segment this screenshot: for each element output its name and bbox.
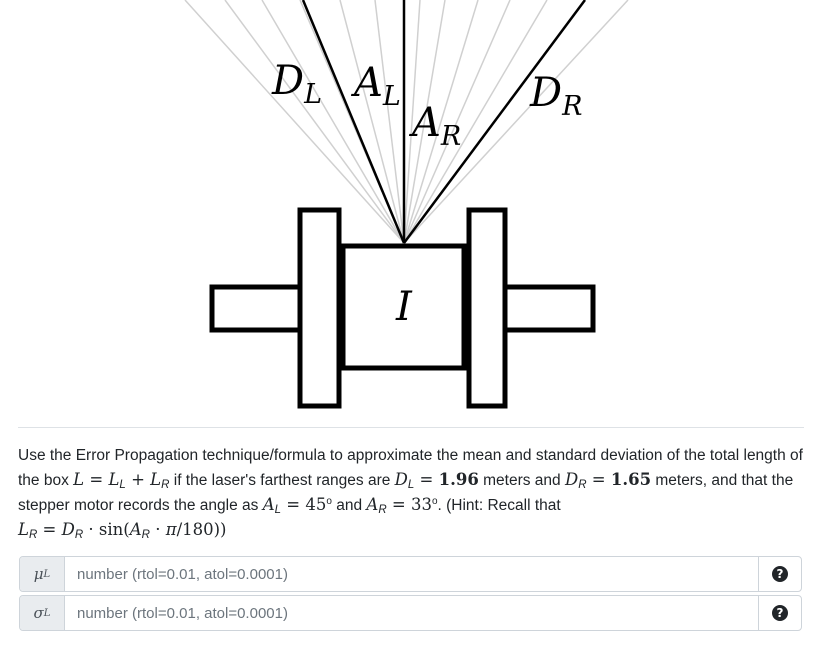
mean-label: μ L — [20, 557, 65, 591]
right-stub — [505, 287, 593, 330]
answer-row-mean — [19, 556, 802, 592]
std-help-button[interactable] — [758, 596, 801, 630]
mean-input[interactable] — [65, 557, 758, 591]
mean-help-button[interactable] — [758, 557, 801, 591]
question-circle-icon: ? — [772, 605, 788, 621]
left-stub — [212, 287, 300, 330]
question-circle-icon: ? — [772, 566, 788, 582]
std-label: σ L — [20, 596, 65, 630]
label-AR: $A_R$ — [412, 100, 462, 152]
divider — [18, 427, 804, 428]
label-DL: $D_L$ — [272, 58, 323, 110]
label-AL: $A_L$ — [354, 60, 401, 112]
label-DR: $D_R$ — [530, 70, 583, 122]
right-wheel — [469, 210, 505, 406]
left-wheel — [300, 210, 339, 406]
answer-row-std — [19, 595, 802, 631]
label-center: I — [396, 284, 412, 330]
question-text: Use the Error Propagation technique/formula to approximate the mean and standard deviation of the total length of the box $L = L_L + L_R$ if the laser's farthest ranges are $D_L = 1.96$ meters and $D_R = 1.65$ meters, and that the stepper motor records the angle as $A_L = 45^o$ and $A_R = 33^o$. (Hint: Recall that $L_R = D_R \cdot \sin(A_R \cdot \pi/180)$) — [18, 447, 803, 541]
std-input[interactable] — [65, 596, 758, 630]
